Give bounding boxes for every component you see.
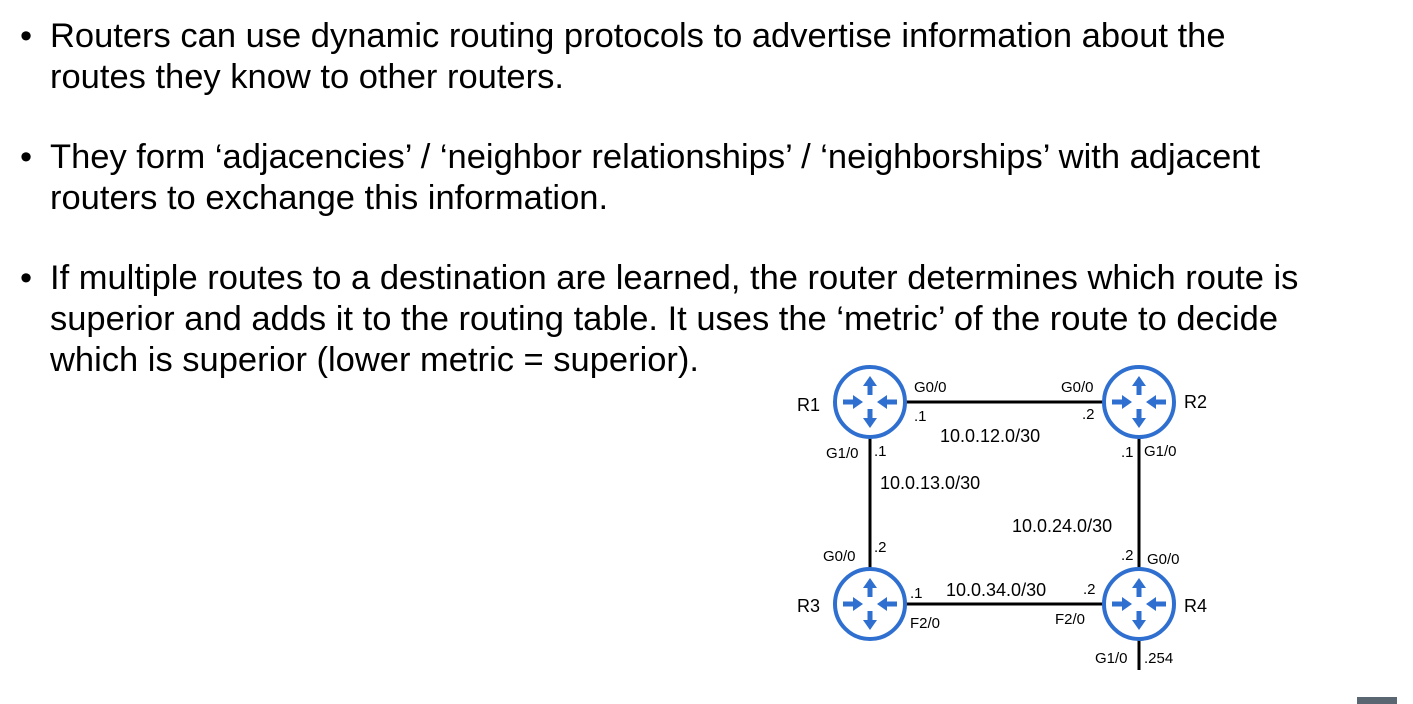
r4-g10-ip: .254	[1144, 650, 1174, 667]
r3-f20-interface: F2/0	[910, 615, 941, 632]
r2-g10-ip: .1	[1121, 444, 1134, 461]
network-24-label: 10.0.24.0/30	[1012, 516, 1113, 536]
r2-g10-interface: G1/0	[1144, 443, 1177, 460]
r3-f20-ip: .1	[910, 585, 923, 602]
router-r3-icon	[835, 569, 905, 639]
bullet-text-line: They form ‘adjacencies’ / ‘neighbor relationships’ / ‘neighborships’ with adjacent	[50, 138, 1261, 176]
router-r1-label: R1	[797, 395, 821, 415]
router-r3-label: R3	[797, 596, 821, 616]
bullet-text-line: If multiple routes to a destination are learned, the router determines which route is	[50, 259, 1299, 297]
router-r4-icon	[1104, 569, 1174, 639]
r4-g00-interface: G0/0	[1147, 551, 1180, 568]
r1-g00-ip: .1	[914, 408, 927, 425]
bullet-text-line: which is superior (lower metric = superior).	[50, 341, 699, 379]
router-r2-label: R2	[1184, 392, 1208, 412]
network-34-label: 10.0.34.0/30	[946, 580, 1047, 600]
bullet-text-line: Routers can use dynamic routing protocols to advertise information about the	[50, 17, 1226, 55]
r2-g00-ip: .2	[1082, 406, 1095, 423]
bullet-text-line: routers to exchange this information.	[50, 179, 609, 217]
r4-g10-interface: G1/0	[1095, 650, 1128, 667]
slide-nav-button[interactable]	[1357, 697, 1397, 704]
network-13-label: 10.0.13.0/30	[880, 473, 981, 493]
bullet-text-line: superior and adds it to the routing table. It uses the ‘metric’ of the route to decide	[50, 300, 1279, 338]
r4-g00-ip: .2	[1121, 547, 1134, 564]
bullet-marker: •	[20, 259, 33, 297]
r1-g10-interface: G1/0	[826, 445, 859, 462]
bullet-marker: •	[20, 17, 33, 55]
bullet-text-line: routes they know to other routers.	[50, 58, 564, 96]
r2-g00-interface: G0/0	[1061, 379, 1094, 396]
r4-f20-interface: F2/0	[1055, 611, 1086, 628]
r1-g10-ip: .1	[874, 443, 887, 460]
r3-g00-interface: G0/0	[823, 548, 856, 565]
r3-g00-ip: .2	[874, 539, 887, 556]
r1-g00-interface: G0/0	[914, 379, 947, 396]
network-12-label: 10.0.12.0/30	[940, 426, 1041, 446]
router-r1-icon	[835, 367, 905, 437]
router-r4-label: R4	[1184, 596, 1208, 616]
r4-f20-ip: .2	[1083, 581, 1096, 598]
bullet-marker: •	[20, 138, 33, 176]
router-r2-icon	[1104, 367, 1174, 437]
